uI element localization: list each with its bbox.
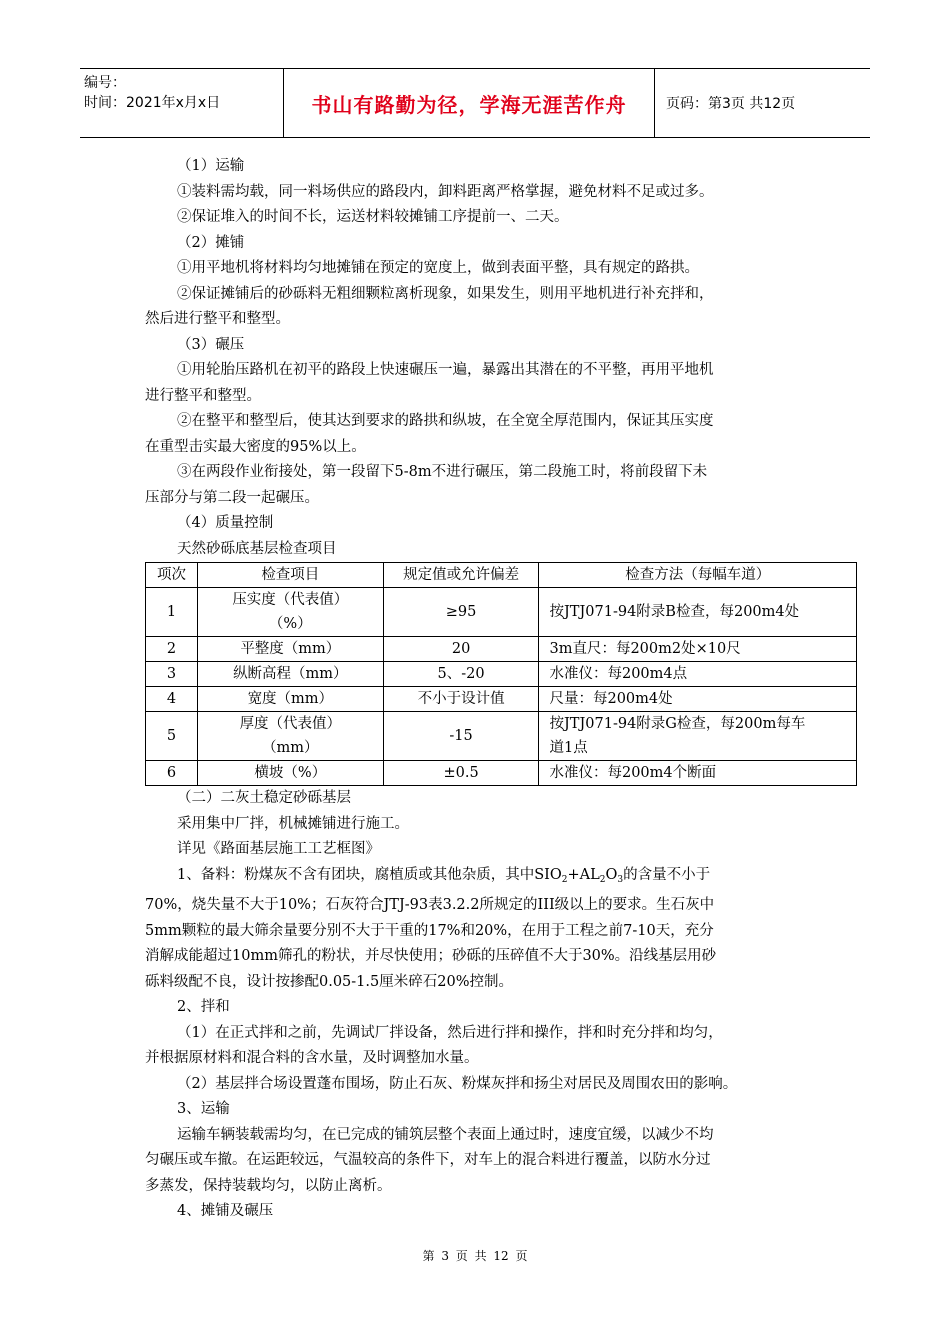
cell-line: 压实度（代表值）: [232, 592, 349, 608]
section-heading: （4）质量控制: [177, 515, 274, 531]
table-title: 天然砂砾底基层检查项目: [177, 540, 337, 557]
table-cell: -15: [383, 712, 539, 761]
paragraph: ①用平地机将材料均匀地摊铺在预定的宽度上，做到表面平整，具有规定的路拱。: [177, 260, 699, 276]
text-run: O: [605, 866, 618, 883]
text-run: +AL: [567, 866, 600, 883]
table-cell: 1: [146, 588, 198, 637]
paragraph: 70%，烧失量不大于10%；石灰符合JTJ-93表3.2.2所规定的III级以上的要求。生石灰中: [145, 897, 715, 913]
table-cell: [197, 712, 383, 761]
table-header: 项次: [146, 563, 198, 588]
table-cell: 平整度（mm）: [197, 637, 383, 662]
paragraph: 在重型击实最大密度的95%以上。: [145, 438, 366, 455]
table-row: [146, 588, 857, 637]
table-cell: 4: [146, 687, 198, 712]
table-cell: 按JTJ071-94附录B检查，每200m4处: [539, 588, 857, 637]
subscript: 2: [561, 874, 568, 885]
paragraph: 然后进行整平和整型。: [145, 311, 290, 327]
subscript: 3: [617, 874, 624, 885]
table-cell: [197, 588, 383, 637]
header-divider: [654, 69, 655, 137]
section-heading: （二）二灰土稳定砂砾基层: [177, 790, 351, 806]
table-row: [146, 637, 857, 662]
page-header: [80, 68, 870, 138]
cell-line: 道1点: [549, 740, 588, 756]
table-cell: 纵断高程（mm）: [197, 662, 383, 687]
date-label: 时间：2021年x月x日: [84, 95, 221, 111]
table-cell: 3m直尺：每200m2处×10尺: [539, 637, 857, 662]
table-cell: 6: [146, 761, 198, 786]
page-footer: 第 3 页 共 12 页: [422, 1249, 528, 1263]
subscript: 2: [599, 874, 606, 885]
table-cell: 2: [146, 637, 198, 662]
header-motto: 书山有路勤为径，学海无涯苦作舟: [311, 92, 627, 117]
table-cell: ±0.5: [383, 761, 539, 786]
cell-line: （mm）: [262, 740, 319, 756]
table-cell: ≥95: [383, 588, 539, 637]
table-cell: 5、-20: [383, 662, 539, 687]
table-row: [146, 687, 857, 712]
table-header-row: [146, 563, 857, 588]
table-cell: 横坡（%）: [197, 761, 383, 786]
paragraph: 多蒸发，保持装载均匀，以防止离析。: [145, 1177, 392, 1194]
paragraph: 匀碾压或车撤。在运距较远，气温较高的条件下，对车上的混合料进行覆盖，以防水分过: [145, 1152, 711, 1168]
table-header: 检查项目: [197, 563, 383, 588]
section-heading: 2、拌和: [177, 999, 230, 1015]
inspection-table: [145, 562, 857, 786]
section-heading: （3）碾压: [177, 336, 245, 353]
table-cell: 宽度（mm）: [197, 687, 383, 712]
paragraph: ②保证堆入的时间不长，运送材料较摊铺工序提前一、二天。: [177, 209, 569, 225]
table-cell: 20: [383, 637, 539, 662]
section-heading: （1）运输: [177, 158, 245, 174]
paragraph: 砾料级配不良，设计按掺配0.05-1.5厘米碎石20%控制。: [145, 973, 513, 990]
cell-line: （%）: [268, 616, 312, 632]
table-row: [146, 662, 857, 687]
paragraph: （2）基层拌合场设置蓬布围场，防止石灰、粉煤灰拌和扬尘对居民及周围农田的影响。: [177, 1075, 738, 1092]
section-heading: 4、摊铺及碾压: [177, 1203, 274, 1219]
table-cell: 水准仪：每200m4点: [539, 662, 857, 687]
paragraph: 消解成能超过10mm筛孔的粉状，并尽快使用；砂砾的压碎值不大于30%。沿线基层用砂: [145, 948, 717, 964]
table-cell: 水准仪：每200m4个断面: [539, 761, 857, 786]
section-heading: 3、运输: [177, 1101, 230, 1117]
table-row: [146, 712, 857, 761]
table-header: 规定值或允许偏差: [383, 563, 539, 588]
paragraph: 并根据原材料和混合料的含水量，及时调整加水量。: [145, 1050, 479, 1066]
table-header: 检查方法（每幅车道）: [539, 563, 857, 588]
table-cell: 不小于设计值: [383, 687, 539, 712]
document-body: [145, 154, 815, 1225]
paragraph: ②保证摊铺后的砂砾料无粗细颗粒离析现象，如果发生，则用平地机进行补充拌和，: [177, 285, 714, 302]
header-info: [80, 69, 283, 137]
number-label: 编号：: [84, 75, 126, 91]
text-run: 的含量不小于: [623, 866, 711, 883]
paragraph: 采用集中厂拌，机械摊铺进行施工。: [177, 815, 409, 832]
cell-line: 按JTJ071-94附录G检查，每200m每车: [549, 716, 806, 732]
paragraph: 进行整平和整型。: [145, 387, 261, 404]
cell-line: 厚度（代表值）: [239, 716, 342, 732]
table-row: [146, 761, 857, 786]
paragraph: [145, 863, 815, 894]
paragraph: ①用轮胎压路机在初平的路段上快速碾压一遍，暴露出其潜在的不平整，再用平地机: [177, 362, 714, 378]
table-cell: 5: [146, 712, 198, 761]
paragraph: ②在整平和整型后，使其达到要求的路拱和纵坡，在全宽全厚范围内，保证其压实度: [177, 413, 714, 429]
paragraph: 运输车辆装载需均匀，在已完成的铺筑层整个表面上通过时，速度宜缓，以减少不均: [177, 1126, 714, 1143]
table-cell: 3: [146, 662, 198, 687]
section-heading: （2）摊铺: [177, 234, 245, 251]
text-run: 1、备料：粉煤灰不含有团块，腐植质或其他杂质，其中SIO: [177, 866, 562, 883]
paragraph: ③在两段作业衔接处，第一段留下5-8m不进行碾压，第二段施工时，将前段留下未: [177, 464, 708, 480]
header-page-number: 页码：第3页 共12页: [666, 96, 796, 112]
paragraph: ①装料需均载，同一料场供应的路段内，卸料距离严格掌握，避免材料不足或过多。: [177, 183, 714, 200]
paragraph: 压部分与第二段一起碾压。: [145, 489, 319, 506]
table-cell: [539, 712, 857, 761]
paragraph: （1）在正式拌和之前，先调试厂拌设备，然后进行拌和操作，拌和时充分拌和均匀，: [177, 1024, 723, 1041]
table-cell: 尺量：每200m4处: [539, 687, 857, 712]
paragraph: 5mm颗粒的最大筛余量要分别不大于干重的17%和20%，在用于工程之前7-10天，充分: [145, 922, 714, 939]
paragraph: 详见《路面基层施工工艺框图》: [177, 841, 380, 857]
